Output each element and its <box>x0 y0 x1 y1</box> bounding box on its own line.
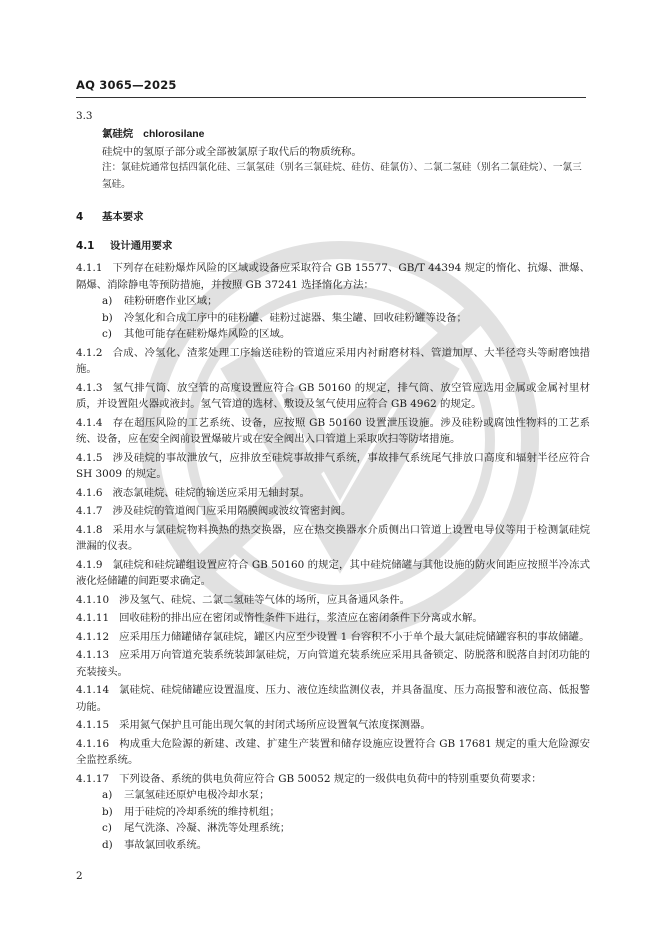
list-item <box>102 787 590 804</box>
term-number: 3.3 <box>76 110 93 122</box>
clause-number: 4.1.10 <box>76 593 110 606</box>
clause-text: 合成、冷氢化、渣浆处理工序输送硅粉的管道应采用内衬耐磨材料、管道加厚、大半径弯头等耐磨蚀措施。 <box>76 346 590 375</box>
list-item <box>102 326 590 343</box>
clause-number: 4.1.11 <box>76 612 110 624</box>
clause <box>76 522 590 555</box>
clause <box>76 557 590 590</box>
clause-number: 4.1.12 <box>76 630 110 643</box>
list-item <box>102 837 590 854</box>
clause-number: 4.1.16 <box>76 737 110 750</box>
clause-number: 4.1.6 <box>76 486 103 499</box>
list-item-text: 三氯氢硅还原炉电极冷却水泵； <box>124 789 270 801</box>
clause <box>76 647 590 680</box>
clause-text: 液态氯硅烷、硅烷的输送应采用无轴封泵。 <box>112 486 310 499</box>
clause <box>76 592 590 609</box>
clause-text: 氢气排气筒、放空管的高度设置应符合 GB 50160 的规定，排气筒、放空管应选用金属或金属衬里材质，并设置阻火器或液封。氢气管道的选材、敷设及氢气使用应符合 GB 4962 的规定。 <box>76 381 590 410</box>
list-item-text: 冷氢化和合成工序中的硅粉罐、硅粉过滤器、集尘罐、回收硅粉罐等设备； <box>124 311 467 324</box>
clause-list <box>76 260 590 853</box>
clause-text: 应采用压力储罐储存氯硅烷，罐区内应至少设置 1 台容积不小于单个最大氯硅烷储罐容积的事故储罐。 <box>119 630 590 643</box>
clause-number: 4.1.8 <box>76 523 103 536</box>
list-item-marker: b) <box>102 805 113 818</box>
clause <box>76 415 590 448</box>
term-title <box>102 126 590 144</box>
clause-text: 涉及硅烷的管道阀门应采用隔膜阀或波纹管密封阀。 <box>112 505 352 517</box>
clause-number: 4.1.17 <box>76 772 110 785</box>
clause <box>76 771 590 788</box>
list-item-text: 其他可能存在硅粉爆炸风险的区域。 <box>124 328 291 340</box>
clause-number: 4.1.13 <box>76 649 110 661</box>
clause <box>76 610 590 627</box>
clause-text: 应采用万向管道充装系统装卸氯硅烷，万向管道充装系统应采用具备锁定、防脱落和脱落自封闭功能的充装接头。 <box>76 649 590 678</box>
subsection-heading <box>76 238 590 255</box>
clause-text: 氯硅烷、硅烷储罐应设置温度、压力、液位连续监测仪表，并具备温度、压力高报警和液位高、低报警功能。 <box>76 684 590 713</box>
clause-text: 下列设备、系统的供电负荷应符合 GB 50052 规定的一级供电负荷中的特别重要负荷要求： <box>119 772 542 785</box>
list-item-marker: c) <box>102 328 112 340</box>
list-item-text: 事故氯回收系统。 <box>124 838 208 851</box>
clause-text: 氯硅烷和硅烷罐组设置应符合 GB 50160 的规定，其中硅烷储罐与其他设施的防火间距应按照半冷冻式液化烃储罐的间距要求确定。 <box>76 558 590 587</box>
clause <box>76 485 590 502</box>
section-number: 4 <box>76 211 84 223</box>
clause-number: 4.1.9 <box>76 558 103 571</box>
clause <box>76 736 590 769</box>
section-title: 基本要求 <box>102 211 144 223</box>
clause-number: 4.1.15 <box>76 719 110 731</box>
clause <box>76 380 590 413</box>
clause-number: 4.1.3 <box>76 381 103 394</box>
document-body <box>76 106 590 853</box>
clause-text: 采用水与氯硅烷物料换热的热交换器，应在热交换器水介质侧出口管道上设置电导仪等用于检测氯硅烷泄漏的仪表。 <box>76 523 590 552</box>
clause-number: 4.1.4 <box>76 416 103 429</box>
list-item-text: 硅粉研磨作业区域； <box>124 295 218 307</box>
clause <box>76 682 590 715</box>
clause <box>76 629 590 646</box>
clause-number: 4.1.1 <box>76 262 103 274</box>
clause <box>76 503 590 520</box>
list-item-marker: d) <box>102 838 113 851</box>
term-title-en: chlorosilane <box>143 129 205 140</box>
list-item-text: 用于硅烷的冷却系统的维持机组； <box>124 805 280 818</box>
clause-text: 回收硅粉的排出应在密闭或惰性条件下进行，浆渣应在密闭条件下分离或水解。 <box>119 612 483 624</box>
clause-number: 4.1.5 <box>76 451 103 464</box>
clause-number: 4.1.7 <box>76 505 103 517</box>
section-heading <box>76 209 590 226</box>
list-item-marker: a) <box>102 789 113 801</box>
standard-code: AQ 3065—2025 <box>76 78 177 92</box>
term-title-zh: 氯硅烷 <box>102 128 134 140</box>
clause <box>76 260 590 293</box>
list-item-marker: a) <box>102 295 113 307</box>
clause-text: 下列存在硅粉爆炸风险的区域或设备应采取符合 GB 15577、GB/T 44394 规定的惰化、抗爆、泄爆、隔爆、消除静电等预防措施，并按照 GB 37241 选择惰化方法： <box>76 262 590 291</box>
clause-text: 构成重大危险源的新建、改建、扩建生产装置和储存设施应设置符合 GB 17681 规定的重大危险源安全监控系统。 <box>76 737 590 766</box>
clause-text: 涉及硅烷的事故泄放气，应排放至硅烷事故排气系统，事故排气系统尾气排放口高度和辐射半径应符合 SH 3009 的规定。 <box>76 451 590 480</box>
list-item <box>102 310 590 327</box>
clause <box>76 345 590 378</box>
list-item-marker: b) <box>102 311 113 324</box>
clause <box>76 450 590 483</box>
list-item-text: 尾气洗涤、冷凝、淋洗等处理系统； <box>124 822 291 834</box>
clause <box>76 717 590 734</box>
clause-text: 存在超压风险的工艺系统、设备，应按照 GB 50160 设置泄压设施。涉及硅粉或腐蚀性物料的工艺系统、设备，应在安全阀前设置爆破片或在安全阀出入口管道上采取吹扫等防堵措施。 <box>76 416 590 445</box>
list-item-marker: c) <box>102 822 112 834</box>
clause-text: 采用氮气保护且可能出现欠氧的封闭式场所应设置氧气浓度探测器。 <box>119 719 431 731</box>
clause-number: 4.1.2 <box>76 346 103 359</box>
term-note: 注：氯硅烷通常包括四氯化硅、三氯氢硅（别名三氯硅烷、硅仿、硅氯仿）、二氯二氢硅（别名二氯硅烷）、一氯三氢硅。 <box>102 162 582 190</box>
term-definition: 硅烷中的氢原子部分或全部被氯原子取代后的物质统称。 <box>102 145 362 158</box>
clause-number: 4.1.14 <box>76 684 110 696</box>
list-item <box>102 820 590 837</box>
page-number: 2 <box>76 870 83 882</box>
header-rule <box>76 97 586 98</box>
subsection-number: 4.1 <box>76 239 95 252</box>
clause-text: 涉及氢气、硅烷、二氯二氢硅等气体的场所，应具备通风条件。 <box>119 593 410 606</box>
list-item <box>102 293 590 310</box>
list-item <box>102 804 590 821</box>
subsection-title: 设计通用要求 <box>110 239 173 252</box>
